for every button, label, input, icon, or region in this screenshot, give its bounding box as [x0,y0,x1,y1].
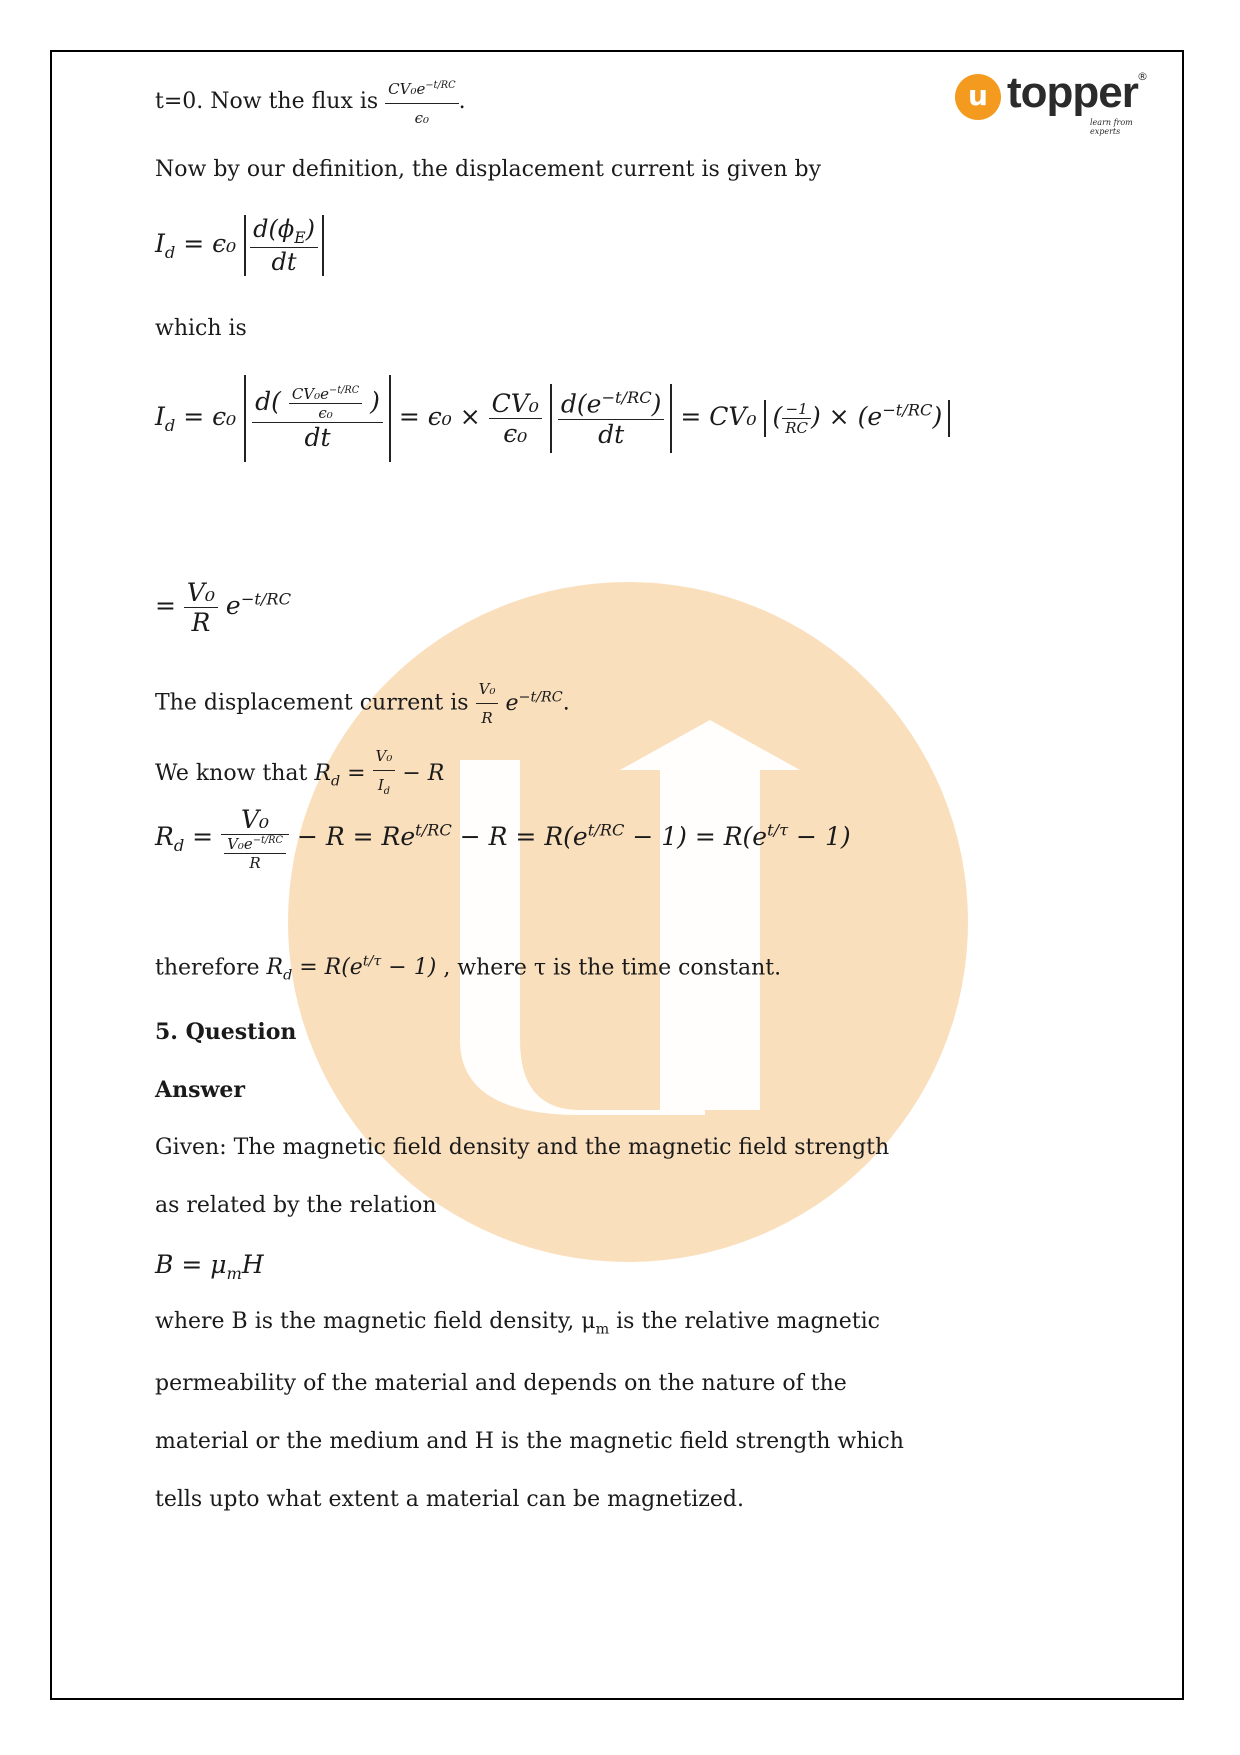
question-heading: 5. Question [155,1019,297,1045]
given-line-1: Given: The magnetic field density and the magnetic field strength [155,1135,890,1160]
flux-fraction: $\frac{CV_0e^{-t/RC}}{\text{ϵ₀}}$ [385,72,458,132]
rd-derivation: $R_d$ = $\frac{\text{V₀}}{\frac{V_0e^{-t/RC}}{R}}$ − $R = Re^{t/RC} - R = R(e^{t/RC} - 1) = R(e^{t/\tau} - 1)$ [155,805,851,872]
therefore-line: therefore $R_d = R(e^{t/\tau} - 1)$ , where τ is the time constant. [155,954,782,984]
paragraph-line-2: permeability of the material and depends on the nature of the [155,1371,847,1396]
displacement-current-derivation: $I_d = \epsilon_0$ d( $\frac{CV_0e^{-t/RC}}{\text{ϵ₀}}$ ) dt = ϵ₀ × $\frac{\text{CV₀}}{\text{ϵ₀}}$ $\frac{d(e^{-t/RC})}{dt}$ = CV₀ ( $\frac{-1}{RC}$ ) × $(e^{-t/RC})$ [155,375,950,462]
answer-heading: Answer [155,1077,245,1103]
displacement-current-definition: $I_d = \epsilon_0$ $\frac{d(\phi_E)}{dt}$ [155,215,324,276]
logo-tagline: learn from experts [1090,118,1133,136]
logo-wordmark: topper [1007,68,1138,117]
paragraph-line-1: where B is the magnetic field density, $\mu_m$ is the relative magnetic [155,1309,880,1338]
registered-mark: ® [1137,70,1148,83]
displacement-current-line: The displacement current is $\frac{\text{V₀}}{R}$ $e^{-t/RC}$. [155,675,570,732]
logo-mark-icon: u [955,74,1001,120]
which-is-line: which is [155,316,247,341]
displacement-current-result: = $\frac{\text{V₀}}{R}$ $e^{-t/RC}$ [155,578,292,637]
brand-logo [955,68,1155,136]
paragraph-line-4: tells upto what extent a material can be magnetized. [155,1487,744,1512]
b-mu-h-equation: $B = \mu_mH$ [155,1250,264,1283]
paragraph-line-3: material or the medium and H is the magnetic field strength which [155,1429,904,1454]
flux-line: t=0. Now the flux is $\frac{CV_0e^{-t/RC}}{\text{ϵ₀}}$ . [155,72,466,132]
we-know-line: We know that $R_d$ = $\frac{\text{V₀}}{I_d}$ − R [155,742,444,806]
flux-text: t=0. Now the flux is [155,89,379,114]
given-line-2: as related by the relation [155,1193,437,1218]
definition-line: Now by our definition, the displacement current is given by [155,157,822,182]
